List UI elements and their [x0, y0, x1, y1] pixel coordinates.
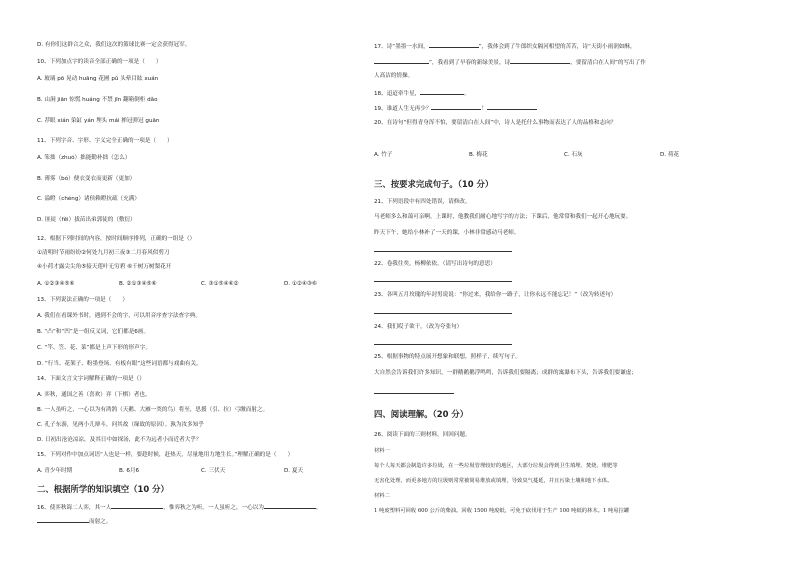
q16-text-2: ，惟弈秋之为听。一人虽听之，一心以为 — [163, 505, 264, 511]
q24: 24、我们哎子欲干。（改为夸张句） — [374, 324, 463, 330]
q10-option-a: A. 玻璃 pō 晃动 huāng 花圃 pǔ 头晕目眩 xuán — [37, 76, 159, 82]
q13-option-c: C. “竿、笠、花、菜”都是上声下形的形声字。 — [37, 345, 151, 351]
q10-option-c: C. 荐眼 xián 染缸 yán 埋头 mái 掸冠弹冠 guān — [37, 118, 160, 124]
q17-text-2: ”，我体会到了牛郎织女隔河相望的苦苦，诗“天街小雨润如酥， — [478, 44, 636, 50]
section-2-heading: 二、根据所学的知识填空（10 分） — [37, 484, 169, 494]
q18-blank[interactable] — [420, 89, 464, 95]
q26-stem: 26、阅读下面的三则材料，回回问题。 — [374, 432, 471, 438]
material-1-line1: 每个人每天都会制造许多垃圾，在一些垃圾管理较好的地区，大部分垃圾会得到卫生填埋、焚烧、堆肥等 — [374, 463, 618, 469]
q14-option-c: C. 孔子东游，见两小儿辩斗，问其故（缘故的原因）。孰为汝多知乎 — [37, 422, 204, 428]
q15-option-a: A. 青少年时期 — [37, 468, 73, 474]
q12-line2: ④小荷才露尖尖角⑤接天莲叶无穷碧 ⑥千树万树梨花开 — [37, 264, 172, 270]
q19-text-2: ！ — [481, 106, 488, 112]
material-2-label: 材料二 — [374, 493, 390, 499]
q13-option-b: B. “凸”和“凹”是一组反义词，它们都是6画。 — [37, 329, 150, 335]
q22-answer-line[interactable] — [374, 281, 512, 282]
q16-blank-1[interactable] — [111, 503, 163, 509]
q12-option-c: C. ③①⑤④⑥② — [201, 281, 239, 287]
q22: 22、卷我往矣，杨柳依依。（请写出诗句的意思） — [374, 261, 496, 267]
q20-option-b: B. 梅花 — [469, 152, 488, 158]
q16-blank-2[interactable] — [264, 503, 316, 509]
q16-line1 — [37, 503, 322, 512]
q12-stem: 12、根据下列时间的内容，按时间顺序排列，正确的一组是（） — [37, 236, 196, 242]
q18-text: 18、迢迢牵牛星， — [374, 91, 421, 97]
section-3-heading: 三、按要求完成句子。（10 分） — [374, 179, 494, 189]
q12-option-b: B. ②①③④⑤⑥ — [119, 281, 157, 287]
q25-line1: 大自然会告诉我们许多知识，一群鹅鹅鹅浮鸣鸣，告诉我们要隔离；成群的寓瀑布下头，告诉我们要谦虚； — [374, 370, 637, 376]
q17-blank-3[interactable] — [510, 58, 570, 64]
q14-stem: 14、下面文言文字词解释正确的一项是（） — [37, 376, 145, 382]
q17-line1 — [374, 42, 636, 51]
q23: 23、各叫五月玫瑰的年封男说说：“你过来，我给你一路子，让你永远不能忘记！”（改为转述句） — [374, 292, 617, 298]
q25-answer-line[interactable] — [374, 393, 454, 394]
q12-option-a: A. ①②③④⑤⑥ — [37, 281, 75, 287]
q14-option-d: D. 日初出沧沧凉凉，及其日中如探汤，此不为远者小而近者大乎？ — [37, 437, 202, 443]
q12-option-d: D. ①②④③⑥ — [284, 281, 317, 287]
q25-stem: 25、根据事物的特点展开想象和联想，照样子，续写句子。 — [374, 354, 521, 360]
q21-line1: 马老师多么和蔼可亲啊。上课时，他教我们耐心地写字的方法；下课后，他常常和我们一起开心地玩耍。 — [374, 214, 632, 220]
q13-stem: 13、下列说法正确的一项是（ ） — [37, 297, 129, 303]
q17-blank-1[interactable] — [429, 42, 479, 48]
q16-text-3: ， — [315, 505, 322, 511]
q14-option-a: A. 弈秋，通国之善（喜欢）弈（下棋）者也。 — [37, 392, 151, 398]
q16-blank-3[interactable] — [37, 517, 89, 523]
q20-option-c: C. 石灰 — [564, 152, 583, 158]
q21-stem: 21、下列语段中有四处错误，请修改。 — [374, 199, 471, 205]
q16-text-4: 而射之。 — [89, 519, 112, 525]
q19-blank-1[interactable] — [431, 104, 481, 110]
q15-option-b: B. 6月6 — [119, 468, 140, 474]
q16-text-1: 16、使弈秋诲二人弈，其一人 — [37, 505, 112, 511]
q16-line2 — [37, 517, 111, 526]
q11-option-a: A. 笨拙（zhuó）拙能勤补拙（怎么） — [37, 155, 131, 161]
q18: 18、迢迢牵牛星， 。 — [374, 91, 470, 97]
q12-line1: ①清明时节雨纷纷②何处九月初三夜③二月春风似剪刀 — [37, 250, 170, 256]
q15-stem: 15、下列对作中加点词语“人也是一样，要趁时候，赶热天，尽量地用力地生长。”理解正确的是（ ） — [37, 452, 294, 458]
q20-stem: 20、在诗句“但得青身浑不怕，要留清白在人间”中，诗人是托什么事物而表达了人的品格和志向？ — [374, 120, 617, 126]
q15-option-c: C. 三伏天 — [201, 468, 226, 474]
q19-text-1: 19、谁道人生无再少？ — [374, 106, 432, 112]
q11-option-c: C. 溢瞪（chéng）诸侯赖瞪抗疏（充满） — [37, 196, 140, 202]
q20-option-d: D. 荷花 — [660, 152, 680, 158]
q15-option-d: D. 夏天 — [284, 468, 304, 474]
q17-text-1: 17、诗“墨墨一水间， — [374, 44, 429, 50]
q21-answer-line[interactable] — [374, 251, 512, 252]
q10-option-b: B. 山涧 jiān 惊慌 huáng 不禁 jīn 翻箱倒柜 dǎo — [37, 97, 158, 103]
q17-text-4: ，要留清白在人间”的写出了作 — [570, 60, 646, 66]
q9-option-d: D. 有你们这群合之众，我们这次的篮球比赛一定会获得冠军。 — [37, 42, 191, 48]
q21-line2: 昨天下午，她给小林补了一天的课，小林非常感动马老师。 — [374, 230, 520, 236]
material-1-line2: 无害化处理，而更多地方的垃圾则常常被简易堆放或填埋，导致臭气蔓延，并且污染土壤和地下水体。 — [374, 478, 613, 484]
section-4-heading: 四、阅读理解。（20 分） — [374, 409, 469, 419]
material-2-line1: 1 吨废塑料可回收 600 公斤的柴油。回收 1500 吨废纸，可免于砍伐用于生产 100 吨纸的林木。1 吨易拉罐 — [374, 508, 630, 514]
q24-answer-line[interactable] — [374, 344, 512, 345]
q17-blank-2[interactable] — [374, 58, 429, 64]
q14-option-b: B. 一人虽听之，一心以为有鸿鹄（天鹅、大雁一类的鸟）将至，思援（引、拉）弓缴而射之。 — [37, 407, 269, 413]
q19-blank-2[interactable] — [487, 104, 537, 110]
q17-text-3: ”，我看到了早春的新绿美景，诗 — [429, 60, 511, 66]
q17-line2 — [374, 58, 646, 67]
material-1-label: 材料一 — [374, 448, 390, 454]
q10-stem: 10、下列加点字的读音全部正确的一项是（ ） — [37, 59, 162, 65]
q13-option-a: A. 我们在看课外书时，遇到不会的字，可以用音序查字法查字典。 — [37, 313, 201, 319]
q11-option-d: D. 匪徒（fěi）拔苗出弟郭徒的（敷衍） — [37, 217, 136, 223]
q23-answer-line[interactable] — [374, 313, 512, 314]
q11-stem: 11、下列字音、字形、字义完全正确的一项是（ ） — [37, 138, 173, 144]
q17-line3: 人高洁的情操。 — [374, 73, 414, 79]
q20-option-a: A. 竹子 — [374, 152, 393, 158]
q19 — [374, 104, 537, 113]
q13-option-d: D. “行当、花架子、粉墨登场、有板有眼”这些词语都与戏曲有关。 — [37, 361, 202, 367]
q11-option-b: B. 薄雾（bó）便衣变衣而更新（更加） — [37, 176, 136, 182]
